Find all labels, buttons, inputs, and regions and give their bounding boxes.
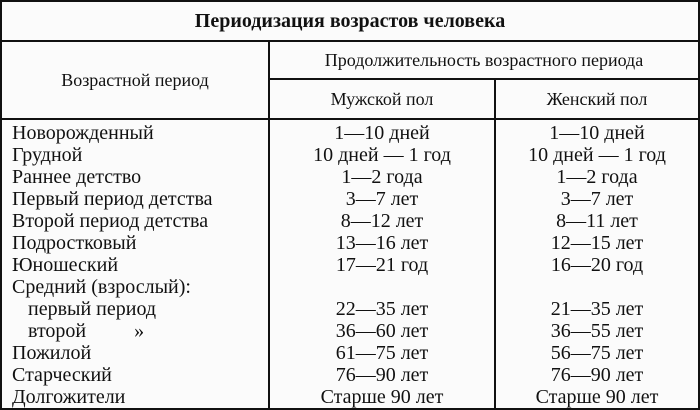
age-period-label: первый период	[28, 298, 157, 320]
cell-age-period	[12, 166, 264, 188]
cell-male-duration: 13—16 лет	[335, 232, 429, 254]
cell-age-period	[12, 254, 264, 276]
age-period-label: Раннее детство	[12, 166, 142, 188]
age-period-label: Долгожители	[12, 386, 126, 408]
age-period-label: Пожилой	[12, 342, 92, 364]
table-row	[2, 276, 698, 298]
age-period-label: Юношеский	[12, 254, 119, 276]
table-row	[2, 254, 698, 276]
age-period-label: Грудной	[12, 144, 83, 166]
table-row	[2, 210, 698, 232]
cell-male-duration: 36—60 лет	[335, 320, 429, 342]
cell-male-duration: 8—12 лет	[340, 210, 424, 232]
table-body	[2, 122, 698, 408]
cell-age-period	[12, 364, 264, 386]
cell-age-period	[12, 342, 264, 364]
cell-male-duration: 1—10 дней	[334, 122, 430, 144]
cell-age-period	[12, 386, 264, 408]
cell-age-period	[12, 276, 264, 298]
cell-male-duration: 3—7 лет	[345, 188, 419, 210]
cell-male-duration: 10 дней — 1 год	[313, 144, 451, 166]
table-row	[2, 122, 698, 144]
table-row	[2, 386, 698, 408]
cell-female-duration: 56—75 лет	[550, 342, 644, 364]
age-period-label: Подростковый	[12, 232, 137, 254]
cell-male-duration: Старше 90 лет	[320, 386, 444, 408]
table-row	[2, 144, 698, 166]
cell-female-duration: 76—90 лет	[550, 364, 644, 386]
cell-age-period	[28, 320, 280, 342]
cell-male-duration: 76—90 лет	[335, 364, 429, 386]
cell-male-duration: 22—35 лет	[335, 298, 429, 320]
age-period-label: Новорожденный	[12, 122, 154, 144]
cell-female-duration: 36—55 лет	[550, 320, 644, 342]
cell-female-duration: 16—20 год	[550, 254, 644, 276]
cell-female-duration: 10 дней — 1 год	[528, 144, 666, 166]
age-period-label: Второй период детства	[12, 210, 209, 232]
cell-age-period	[28, 298, 280, 320]
cell-female-duration: 21—35 лет	[550, 298, 644, 320]
table-title: Периодизация возрастов человека	[2, 2, 698, 42]
cell-age-period	[12, 144, 264, 166]
age-period-label: Первый период детства	[12, 188, 213, 210]
cell-age-period	[12, 232, 264, 254]
cell-age-period	[12, 188, 264, 210]
header-male: Мужской пол	[270, 80, 496, 120]
cell-male-duration: 61—75 лет	[335, 342, 429, 364]
table-row	[2, 342, 698, 364]
table-row	[2, 166, 698, 188]
cell-female-duration: 3—7 лет	[560, 188, 634, 210]
header-age-period: Возрастной период	[2, 42, 270, 120]
cell-female-duration: 1—10 дней	[549, 122, 645, 144]
header-duration: Продолжительность возрастного периода	[270, 42, 698, 80]
cell-male-duration: 1—2 года	[341, 166, 423, 188]
header-female: Женский пол	[496, 80, 698, 120]
table-row	[2, 188, 698, 210]
age-period-label: второй	[28, 320, 87, 342]
age-period-label: Средний (взрослый):	[12, 276, 191, 298]
age-period-label: Старческий	[12, 364, 112, 386]
table-row	[2, 364, 698, 386]
cell-female-duration: 1—2 года	[556, 166, 638, 188]
table-row	[2, 320, 698, 342]
cell-male-duration: 17—21 год	[335, 254, 429, 276]
table-row	[2, 232, 698, 254]
ditto-mark: »	[134, 320, 145, 342]
cell-female-duration: 12—15 лет	[550, 232, 644, 254]
cell-female-duration: Старше 90 лет	[535, 386, 659, 408]
table-row	[2, 298, 698, 320]
cell-age-period	[12, 210, 264, 232]
cell-female-duration: 8—11 лет	[556, 210, 638, 232]
cell-age-period	[12, 122, 264, 144]
